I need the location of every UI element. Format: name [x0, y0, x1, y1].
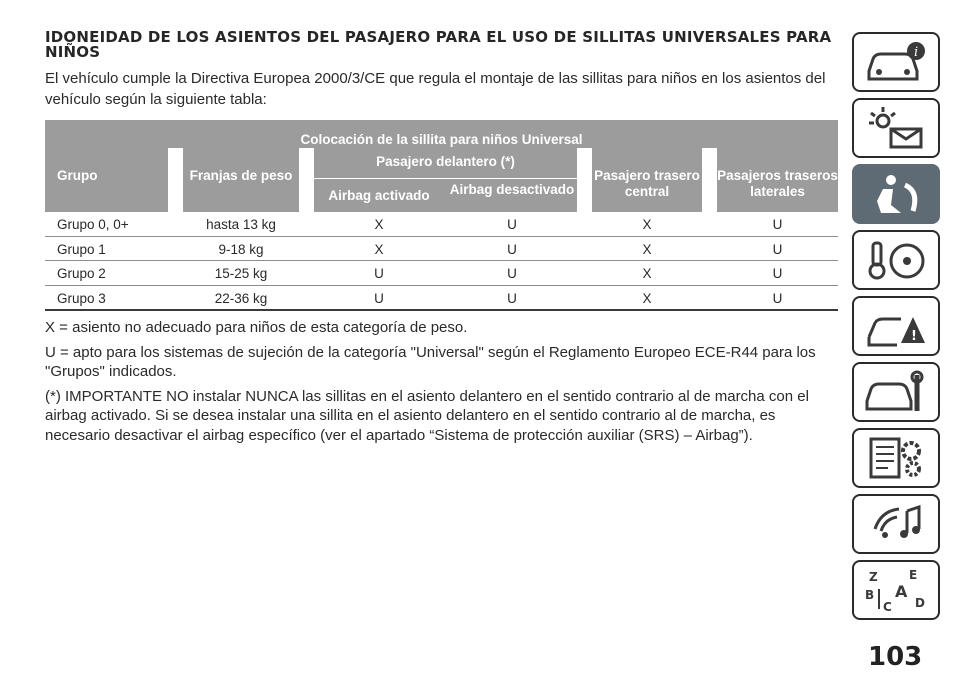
header-traseros-laterales: Pasajeros traseros laterales	[717, 168, 838, 199]
svg-text:!: !	[911, 329, 917, 344]
emergency-icon	[861, 303, 931, 349]
header-trasero-central: Pasajero trasero central	[594, 168, 700, 199]
cell-central: X	[642, 266, 652, 281]
svg-text:C: C	[883, 600, 892, 613]
svg-text:i: i	[914, 45, 919, 60]
child-seat-table	[45, 120, 838, 311]
cell-laterales: U	[772, 217, 783, 232]
cell-airbag-off: U	[507, 241, 517, 257]
table-row	[45, 286, 838, 312]
svg-text:E: E	[909, 568, 918, 582]
tab-warning-lights[interactable]	[852, 98, 940, 158]
cell-central: X	[642, 241, 652, 257]
warning-lights-icon	[861, 105, 931, 151]
svg-text:D: D	[915, 596, 925, 610]
cell-peso: 22-36 kg	[214, 290, 268, 306]
svg-text:A: A	[895, 582, 908, 601]
svg-text:B: B	[865, 588, 875, 602]
tab-car-info[interactable]	[852, 32, 940, 92]
maintenance-icon	[861, 369, 931, 415]
table-row	[45, 237, 838, 262]
tab-multimedia[interactable]	[852, 494, 940, 554]
table-body	[45, 212, 838, 311]
cell-peso: 15-25 kg	[214, 266, 268, 281]
cell-airbag-on: X	[374, 217, 384, 232]
cell-airbag-on: U	[374, 266, 384, 281]
cell-laterales: U	[772, 266, 783, 281]
tab-seat-safety[interactable]	[852, 164, 940, 224]
seat-safety-icon	[861, 171, 931, 217]
header-grupo: Grupo	[57, 168, 98, 183]
note-important: (*) IMPORTANTE NO instalar NUNCA las sillitas en el asiento delantero en el sentido contrario al de marcha con el airbag activado. Si se desea instalar una sillita en el asiento delantero en el sentido contrario al de marcha, es necesario desactivar el airbag específico (ver el apartado “Sistema de protección auxiliar (SRS) – Airbag”).	[45, 387, 809, 444]
multimedia-icon	[861, 501, 931, 547]
table-row	[45, 261, 838, 286]
header-franjas: Franjas de peso	[189, 168, 293, 183]
table-row	[45, 212, 838, 237]
cell-grupo: Grupo 1	[57, 241, 106, 257]
cell-peso: 9-18 kg	[218, 241, 264, 257]
cell-peso: hasta 13 kg	[206, 217, 276, 232]
starting-driving-icon	[861, 237, 931, 283]
chapter-sidebar	[852, 32, 940, 626]
cell-grupo: Grupo 0, 0+	[57, 217, 129, 232]
cell-airbag-off: U	[507, 217, 517, 232]
cell-central: X	[642, 290, 652, 306]
page-number: 103	[868, 642, 923, 672]
tab-emergency[interactable]	[852, 296, 940, 356]
header-airbag-desactivado: Airbag desactivado	[449, 182, 575, 197]
cell-airbag-off: U	[507, 290, 517, 306]
tab-maintenance[interactable]	[852, 362, 940, 422]
intro-text: El vehículo cumple la Directiva Europea 2000/3/CE que regula el montaje de las sillitas para niños en los asientos del vehículo según la siguiente tabla:	[45, 70, 826, 108]
header-airbag-activado: Airbag activado	[328, 188, 430, 203]
svg-text:Z: Z	[869, 570, 878, 584]
cell-grupo: Grupo 2	[57, 266, 106, 281]
tab-technical-data[interactable]	[852, 428, 940, 488]
car-info-icon	[861, 39, 931, 85]
cell-airbag-on: U	[374, 290, 384, 306]
table-header	[45, 120, 838, 212]
tab-index[interactable]	[852, 560, 940, 620]
table-notes	[45, 318, 835, 450]
header-delantero: Pasajero delantero (*)	[376, 154, 515, 169]
note-u: U = apto para los sistemas de sujeción de la categoría "Universal" según el Reglamento Europeo ECE-R44 para los "Grupos" indicados.	[45, 343, 816, 380]
index-icon	[861, 567, 931, 613]
cell-airbag-off: U	[507, 266, 517, 281]
cell-airbag-on: X	[374, 241, 384, 257]
table-caption: Colocación de la sillita para niños Universal	[300, 132, 583, 147]
note-x: X = asiento no adecuado para niños de esta categoría de peso.	[45, 319, 468, 336]
section-title: IDONEIDAD DE LOS ASIENTOS DEL PASAJERO PARA EL USO DE SILLITAS UNIVERSALES PARA NIÑOS	[45, 28, 832, 61]
cell-laterales: U	[772, 290, 783, 306]
cell-grupo: Grupo 3	[57, 290, 106, 306]
tab-starting-driving[interactable]	[852, 230, 940, 290]
technical-data-icon	[861, 435, 931, 481]
cell-laterales: U	[772, 241, 783, 257]
cell-central: X	[642, 217, 652, 232]
